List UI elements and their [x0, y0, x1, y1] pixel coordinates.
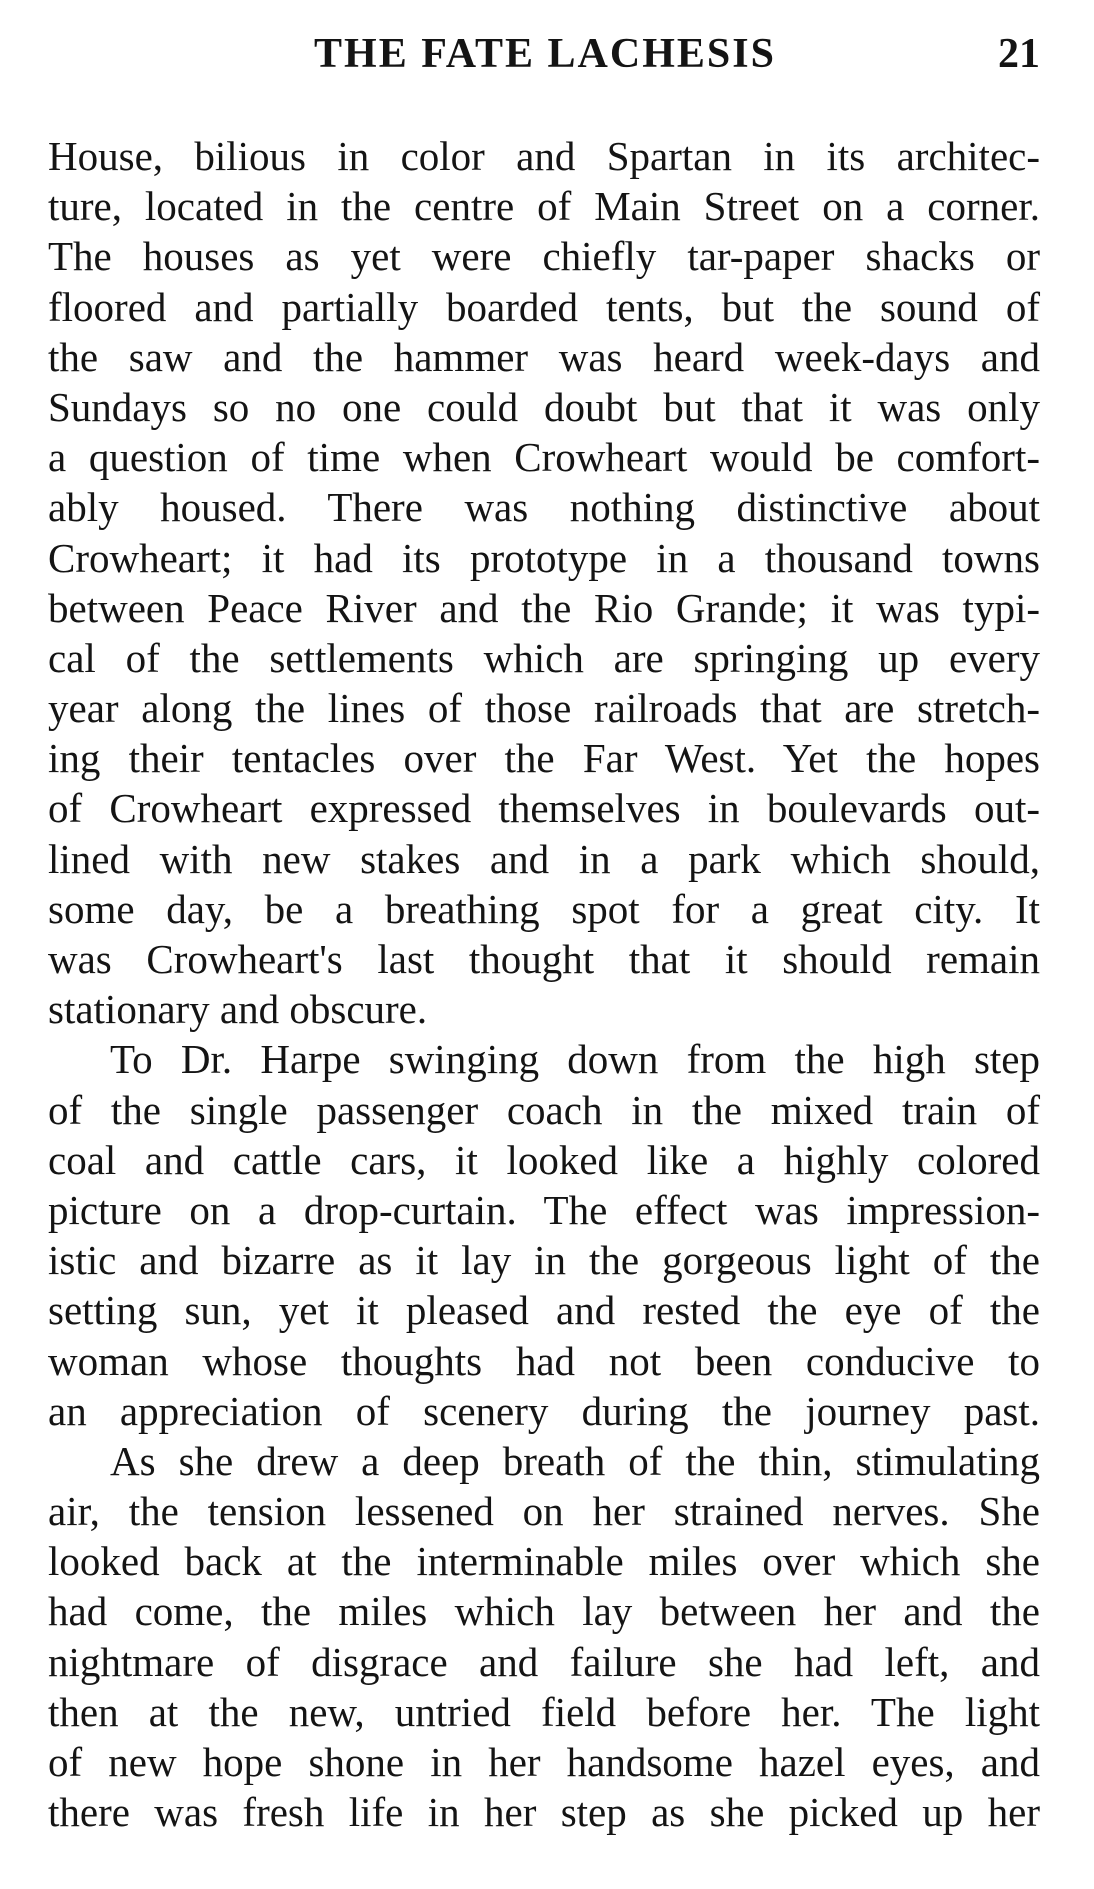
text-line: between Peace River and the Rio Grande; it was typi-: [48, 584, 1040, 631]
text-line: air, the tension lessened on her strained nerves. She: [48, 1488, 1040, 1535]
text-line: looked back at the interminable miles over which she: [48, 1538, 1040, 1585]
page-header: [50, 30, 1040, 90]
text-line: nightmare of disgrace and failure she had left, and: [48, 1638, 1040, 1685]
text-line: there was fresh life in her step as she picked up her: [48, 1789, 1040, 1836]
text-line: Sundays so no one could doubt but that it was only: [48, 383, 1040, 430]
page-number: 21: [998, 31, 1040, 77]
text-line: lined with new stakes and in a park which should,: [48, 835, 1040, 882]
text-line: ing their tentacles over the Far West. Yet the hopes: [48, 735, 1040, 782]
text-line: the saw and the hammer was heard week-days and: [48, 333, 1040, 380]
text-line: of Crowheart expressed themselves in boulevards out-: [48, 785, 1040, 832]
text-line: House, bilious in color and Spartan in its architec-: [48, 133, 1040, 179]
text-line: istic and bizarre as it lay in the gorgeous light of the: [48, 1237, 1040, 1284]
text-line: ably housed. There was nothing distinctive about: [48, 484, 1040, 531]
text-line: of new hope shone in her handsome hazel eyes, and: [48, 1739, 1040, 1785]
text-line: picture on a drop-curtain. The effect was impression-: [48, 1186, 1040, 1233]
text-line: floored and partially boarded tents, but the sound of: [48, 283, 1040, 330]
text-line: had come, the miles which lay between her and the: [48, 1588, 1040, 1635]
text-line: The houses as yet were chiefly tar-paper shacks or: [48, 233, 1040, 280]
paragraph-start-line: As she drew a deep breath of the thin, stimulating: [110, 1437, 1040, 1484]
text-line: setting sun, yet it pleased and rested the eye of the: [48, 1287, 1040, 1334]
text-line: then at the new, untried field before her. The light: [48, 1688, 1040, 1735]
text-line: cal of the settlements which are springing up every: [48, 634, 1040, 681]
text-line: Crowheart; it had its prototype in a thousand towns: [48, 534, 1040, 581]
body-text: [48, 131, 1040, 1837]
paragraph-start-line: To Dr. Harpe swinging down from the high step: [110, 1036, 1040, 1083]
running-title: THE FATE LACHESIS: [314, 31, 776, 77]
paragraph-end-line: stationary and obscure.: [48, 986, 428, 1033]
text-line: year along the lines of those railroads that are stretch-: [48, 685, 1040, 732]
text-line: coal and cattle cars, it looked like a highly colored: [48, 1136, 1040, 1183]
text-line: of the single passenger coach in the mixed train of: [48, 1086, 1040, 1133]
text-line: woman whose thoughts had not been conducive to: [48, 1337, 1040, 1384]
text-line: was Crowheart's last thought that it should remain: [48, 936, 1040, 982]
text-line: some day, be a breathing spot for a great city. It: [48, 885, 1040, 932]
text-line: ture, located in the centre of Main Street on a corner.: [48, 183, 1040, 230]
text-line: a question of time when Crowheart would be comfort-: [48, 434, 1040, 481]
paragraph-end-line: an appreciation of scenery during the journey past.: [48, 1387, 1040, 1434]
